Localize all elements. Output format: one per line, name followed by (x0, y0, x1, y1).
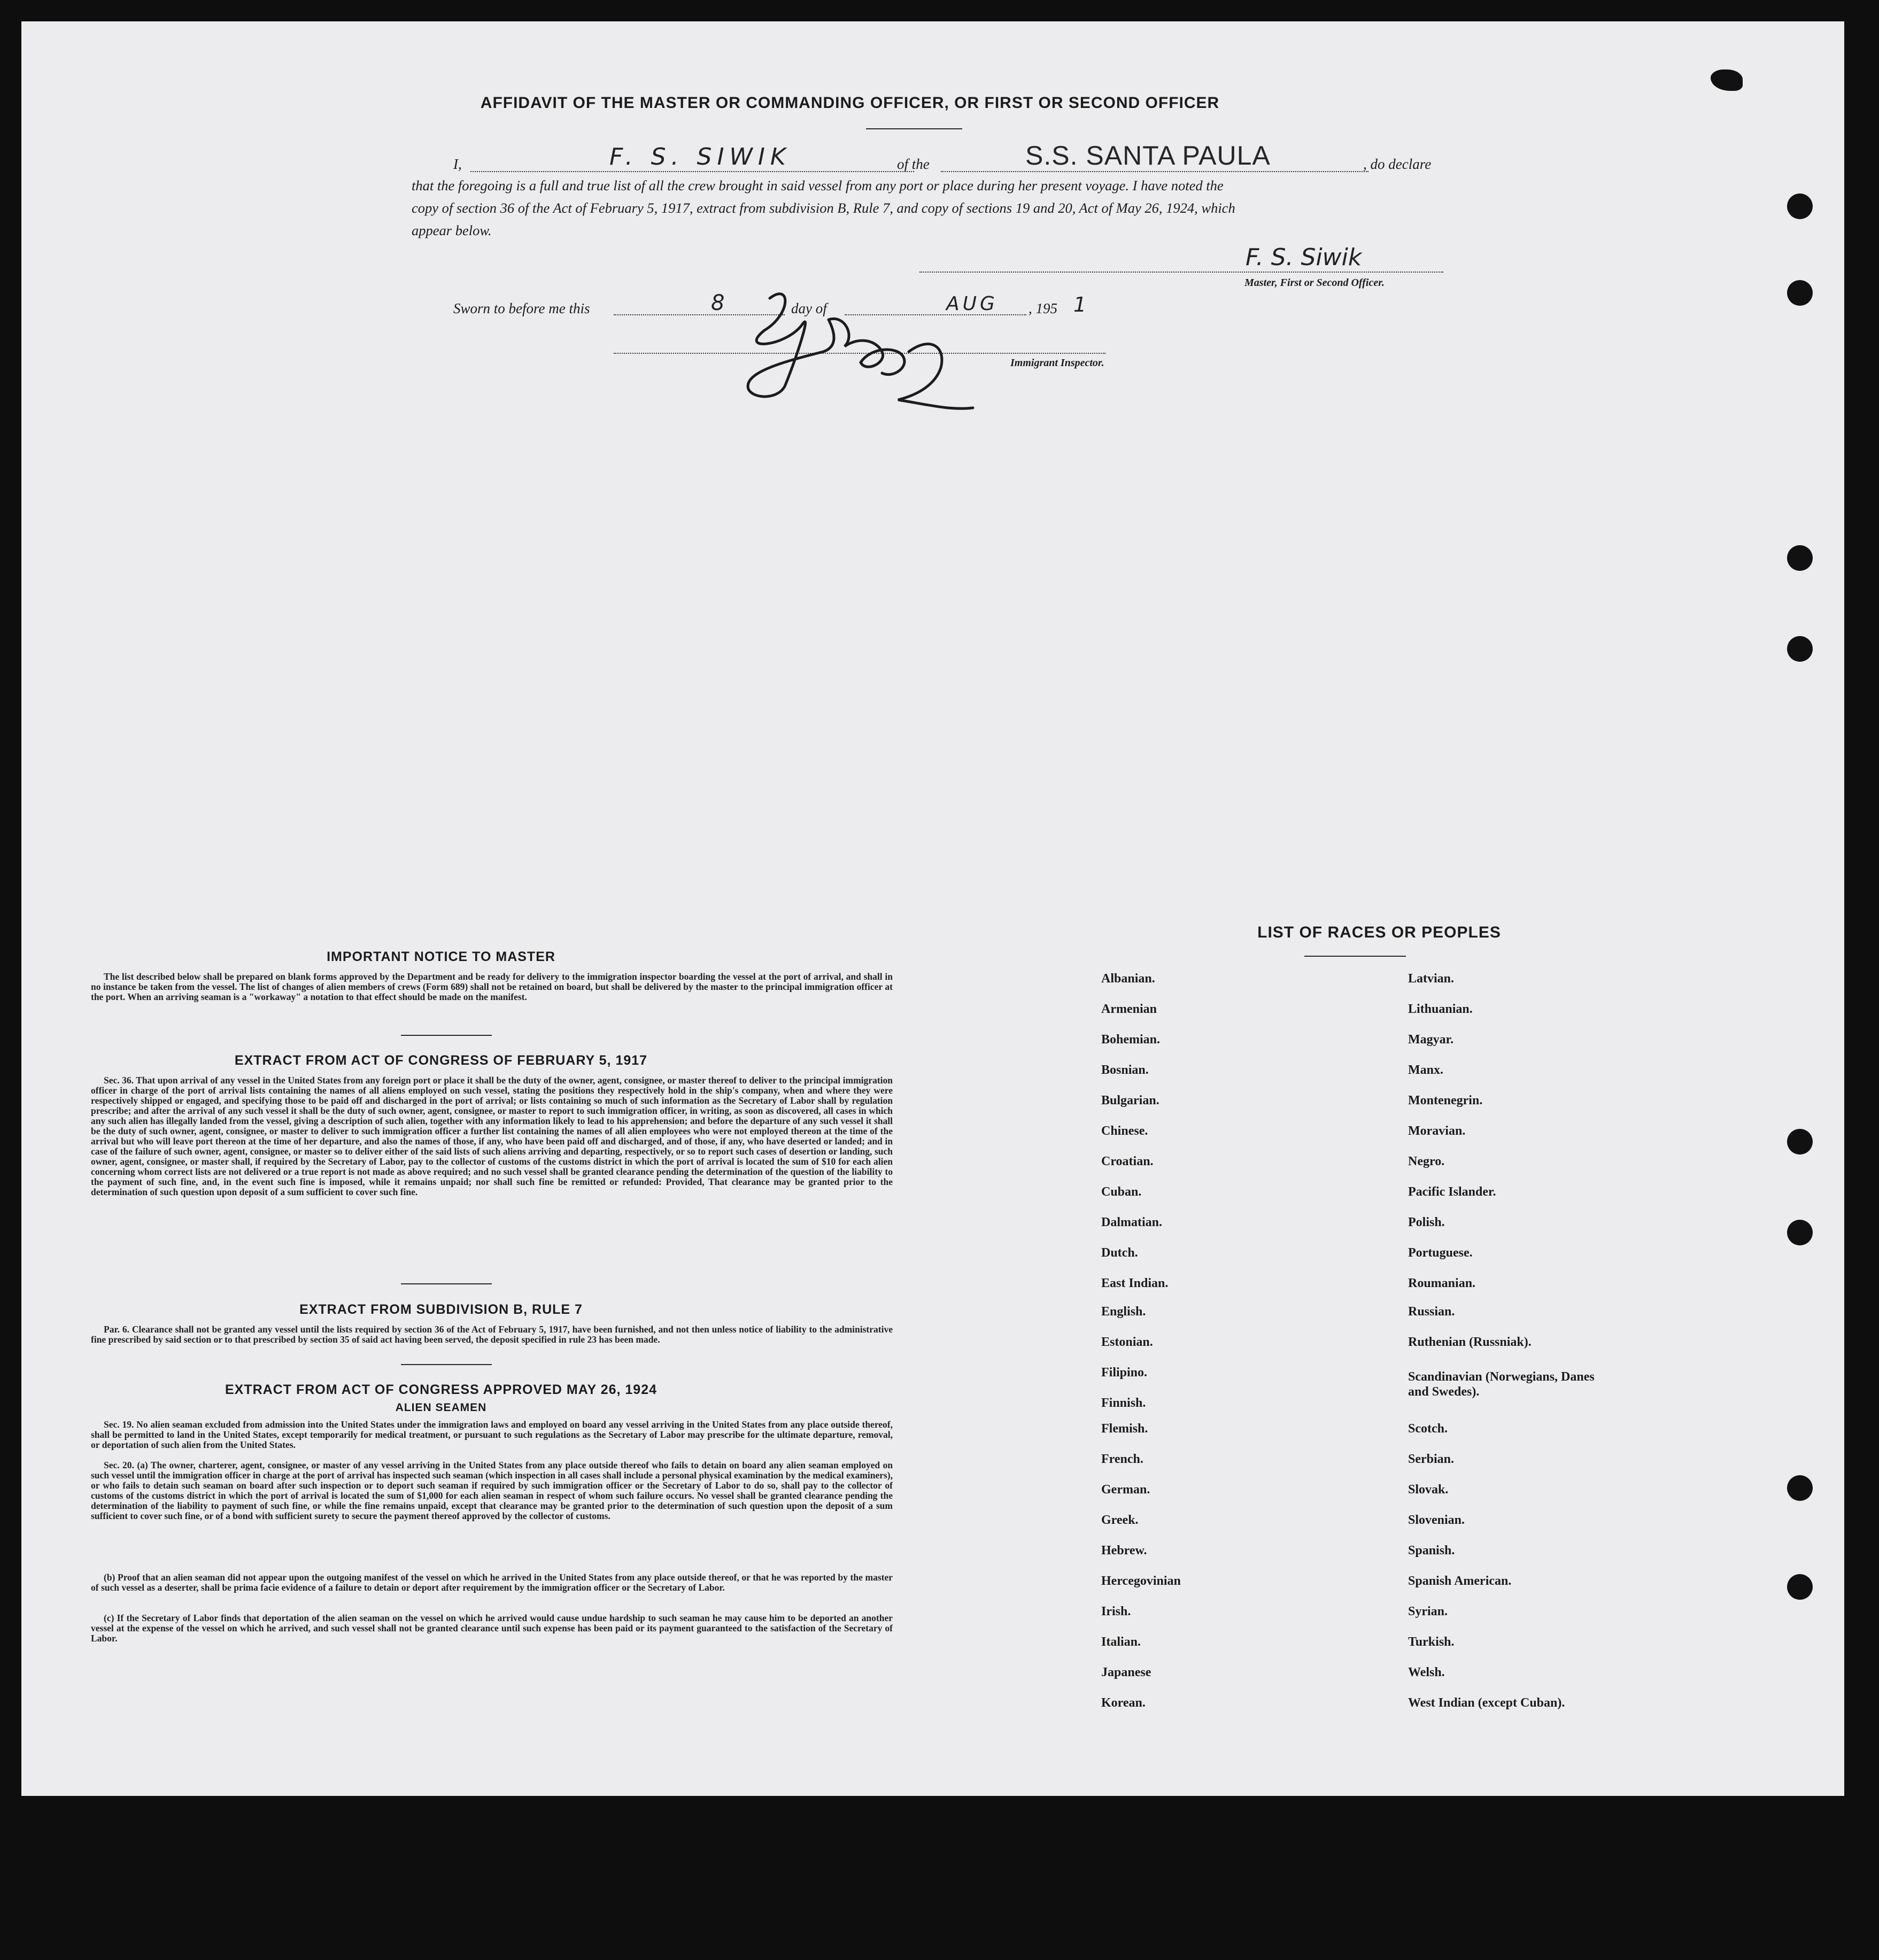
extract-1917-title: EXTRACT FROM ACT OF CONGRESS OF FEBRUARY 5, 1917 (234, 1053, 648, 1068)
race-item: Syrian. (1408, 1605, 1448, 1618)
title-divider (866, 128, 962, 129)
punch-hole (1787, 545, 1813, 571)
race-item: East Indian. (1101, 1276, 1169, 1290)
officer-name-line (470, 171, 914, 172)
race-item: Bulgarian. (1101, 1094, 1159, 1107)
race-item: Japanese (1101, 1665, 1151, 1679)
punch-hole (1787, 193, 1813, 219)
extract-1924-subtitle: ALIEN SEAMEN (395, 1401, 487, 1414)
inspector-signature (706, 266, 984, 416)
punch-hole (1787, 1220, 1813, 1245)
race-item: Magyar. (1408, 1033, 1454, 1047)
race-item: English. (1101, 1305, 1146, 1319)
notice-title: IMPORTANT NOTICE TO MASTER (327, 949, 555, 964)
race-item: Irish. (1101, 1605, 1131, 1618)
punch-hole (1787, 1574, 1813, 1600)
race-item: Spanish. (1408, 1544, 1455, 1558)
master-caption: Master, First or Second Officer. (1244, 277, 1385, 289)
section-divider (401, 1364, 492, 1365)
race-item: Turkish. (1408, 1635, 1455, 1649)
race-item: Finnish. (1101, 1396, 1146, 1410)
race-item: Russian. (1408, 1305, 1455, 1319)
affidavit-title: AFFIDAVIT OF THE MASTER OR COMMANDING OFFICER, OR FIRST OR SECOND OFFICER (480, 94, 1220, 112)
races-title: LIST OF RACES OR PEOPLES (1257, 924, 1501, 941)
race-item: German. (1101, 1483, 1150, 1497)
race-item: Latvian. (1408, 972, 1455, 986)
race-item: Bosnian. (1101, 1063, 1149, 1077)
race-item: Welsh. (1408, 1665, 1445, 1679)
race-item: Manx. (1408, 1063, 1443, 1077)
race-item: Hebrew. (1101, 1544, 1147, 1558)
race-item: Estonian. (1101, 1335, 1153, 1349)
race-item: Scotch. (1408, 1422, 1448, 1436)
of-the-label: of the (897, 156, 930, 172)
affidavit-body-line-2: copy of section 36 of the Act of February 5, 1917, extract from subdivision B, Rule 7, and copy of sections 19 and 20, Act of May 26, 1924, which (412, 200, 1235, 216)
race-item: Korean. (1101, 1696, 1146, 1710)
i-label: I, (453, 156, 462, 172)
race-item: Greek. (1101, 1513, 1139, 1527)
race-item: Slovak. (1408, 1483, 1449, 1497)
race-item: Slovenian. (1408, 1513, 1465, 1527)
race-item: Italian. (1101, 1635, 1141, 1649)
race-item: French. (1101, 1452, 1143, 1466)
race-item: Ruthenian (Russniak). (1408, 1335, 1532, 1349)
race-item: Dutch. (1101, 1246, 1138, 1260)
sworn-day: 8 (711, 291, 725, 315)
race-item: West Indian (except Cuban). (1408, 1696, 1565, 1710)
sworn-year-suffix: 1 (1073, 293, 1087, 316)
race-item: Filipino. (1101, 1366, 1148, 1380)
officer-name: F. S. SIWIK (609, 143, 791, 171)
sworn-year-prefix: , 195 (1029, 300, 1057, 316)
races-divider (1304, 956, 1406, 957)
race-item: Flemish. (1101, 1422, 1148, 1436)
do-declare-label: , do declare (1363, 156, 1432, 172)
rule7-title: EXTRACT FROM SUBDIVISION B, RULE 7 (299, 1302, 583, 1317)
race-item: Bohemian. (1101, 1033, 1161, 1047)
race-item: Roumanian. (1408, 1276, 1476, 1290)
race-item: Croatian. (1101, 1155, 1154, 1168)
extract-1924-sec19: Sec. 19. No alien seaman excluded from admission into the United States under the immigration laws and employed on board any vessel arriving in the United States from any place outside thereof, shall be permitted to land in the United States, except temporarily for medical treatment, or pursuant to such regulations as the Secretary of Labor may prescribe for the ultimate departure, removal, or deportation of such alien from the United States. (91, 1419, 893, 1450)
ink-blot (1711, 69, 1743, 91)
race-item: Spanish American. (1408, 1574, 1512, 1588)
section-divider (401, 1035, 492, 1036)
race-item: Negro. (1408, 1155, 1445, 1168)
extract-1924-sec20a: Sec. 20. (a) The owner, charterer, agent, consignee, or master of any vessel arriving in the United States from any place outside thereof who fails to detain on board any alien seaman employed on such vessel until the immigration officer in charge at the port of arrival has inspected such seaman (which inspection in all cases shall include a personal physical examination by the medical examiners), or who fails to detain such seaman on board after such inspection or to deport such seaman if required by such immigration officer or the Secretary of Labor to do so, shall pay to the collector of customs of the customs district in which the port of arrival is located the sum of $1,000 for each alien seaman in respect of whom such failure occurs. No vessel shall be granted clearance pending the determination of the liability to payment of such fine, or while the fine remains unpaid, except that clearance may be granted prior to the determination of such question upon the deposit of a sum sufficient to cover such fine, or of a bond with sufficient surety to secure the payment thereof approved by the collector of customs. (91, 1460, 893, 1521)
document-page (21, 21, 1844, 1796)
affidavit-body-line-1: that the foregoing is a full and true list of all the crew brought in said vessel from any port or place during her present voyage. I have noted the (412, 177, 1224, 193)
master-signature: F. S. Siwik (1246, 244, 1362, 271)
race-item: Chinese. (1101, 1124, 1148, 1138)
race-item: Dalmatian. (1101, 1215, 1162, 1229)
inspector-caption: Immigrant Inspector. (1010, 357, 1104, 369)
vessel-name-stamp: S.S. SANTA PAULA (1025, 141, 1271, 171)
extract-1924-sec20c: (c) If the Secretary of Labor finds that deportation of the alien seaman on the vessel on which he arrived would cause undue hardship to such seaman he may cause him to be deported an another vessel at the expense of the vessel on which he arrived, and such vessel shall not be granted clearance until such expense has been paid or its payment guaranteed to the satisfaction of the Secretary of Labor. (91, 1613, 893, 1644)
master-signature-line (919, 272, 1443, 273)
extract-1924-title: EXTRACT FROM ACT OF CONGRESS APPROVED MAY 26, 1924 (225, 1382, 658, 1397)
race-item: Armenian (1101, 1002, 1157, 1016)
punch-hole (1787, 636, 1813, 662)
race-item: Albanian. (1101, 972, 1155, 986)
race-item: Scandinavian (Norwegians, Danes and Swedes). (1408, 1370, 1595, 1399)
sworn-month: AUG (946, 293, 998, 315)
affidavit-body-line-3: appear below. (412, 222, 492, 238)
section-divider (401, 1283, 492, 1284)
race-item: Polish. (1408, 1215, 1445, 1229)
vessel-name-line (941, 171, 1368, 172)
race-item: Hercegovinian (1101, 1574, 1181, 1588)
race-item: Pacific Islander. (1408, 1185, 1496, 1199)
punch-hole (1787, 280, 1813, 306)
punch-hole (1787, 1475, 1813, 1501)
extract-1917-text: Sec. 36. That upon arrival of any vessel in the United States from any foreign port or place it shall be the duty of the owner, agent, consignee, or master thereof to deliver to the principal immigration officer in charge of the port of arrival lists containing the names of all aliens employed on such vessel, stating the positions they respectively hold in the ship's company, when and where they were respectively shipped or engaged, and specifying those to be paid off and discharged in the port of arrival; or lists containing so much of such information as the Secretary of Labor shall by regulation prescribe; and after the arrival of any such vessel it shall be the duty of such owner, agent, consignee, or master to report to such immigration officer, in writing, as soon as discovered, all cases in which any such alien has illegally landed from the vessel, giving a description of such alien, together with any information likely to lead to his apprehension; and before the departure of any such vessel it shall be the duty of such owner, agent, consignee, or master to deliver to such immigration officer a further list containing the names of all alien employees who were not employed thereon at the time of the arrival but who will leave port thereon at the time of her departure, and also the names of those, if any, who have been paid off and discharged, and of those, if any, who have deserted or landed; and in case of the failure of such owner, agent, consignee, or master so to deliver either of the said lists of such aliens arriving and departing, respectively, or so to report such cases of desertion or landing, such owner, agent, consignee, or master shall, if required by the Secretary of Labor, pay to the collector of customs of the customs district in which the port of arrival is located the sum of $10 for each alien concerning whom correct lists are not delivered or a true report is not made as above required; and no such vessel shall be granted clearance pending the determination of the question of the liability to the payment of such fine, and, in the event such fine is imposed, while it remains unpaid; nor shall such fine be remitted or refunded: Provided, That clearance may be granted prior to the determination of such question upon deposit of a sum sufficient to cover such fine. (91, 1075, 893, 1197)
race-item: Cuban. (1101, 1185, 1142, 1199)
extract-1924-sec20b: (b) Proof that an alien seaman did not appear upon the outgoing manifest of the vessel on which he arrived in the United States from any place outside thereof, or that he was reported by the master of such vessel as a deserter, shall be prima facie evidence of a failure to detain or deport after requirement by the immigration officer or the Secretary of Labor. (91, 1572, 893, 1593)
sworn-label: Sworn to before me this (453, 300, 590, 316)
day-of-label: day of (791, 300, 827, 316)
race-item: Lithuanian. (1408, 1002, 1473, 1016)
race-item: Montenegrin. (1408, 1094, 1483, 1107)
notice-text: The list described below shall be prepared on blank forms approved by the Department and be ready for delivery to the immigration inspector boarding the vessel at the port of arrival, and shall in no instance be taken from the vessel. The list of changes of alien members of crews (Form 689) shall not be retained on board, but shall be delivered by the master to the principal immigration officer at the port. When an arriving seaman is a "workaway" a notation to that effect should be made on the manifest. (91, 971, 893, 1002)
race-item: Moravian. (1408, 1124, 1466, 1138)
race-item: Portuguese. (1408, 1246, 1473, 1260)
race-item: Serbian. (1408, 1452, 1455, 1466)
rule7-text: Par. 6. Clearance shall not be granted any vessel until the lists required by section 36 of the Act of February 5, 1917, have been furnished, and not then unless notice of liability to the administrative fine prescribed by said section or to that prescribed by section 35 of said act having been served, the deposit specified in rule 23 has been made. (91, 1324, 893, 1345)
punch-hole (1787, 1129, 1813, 1155)
